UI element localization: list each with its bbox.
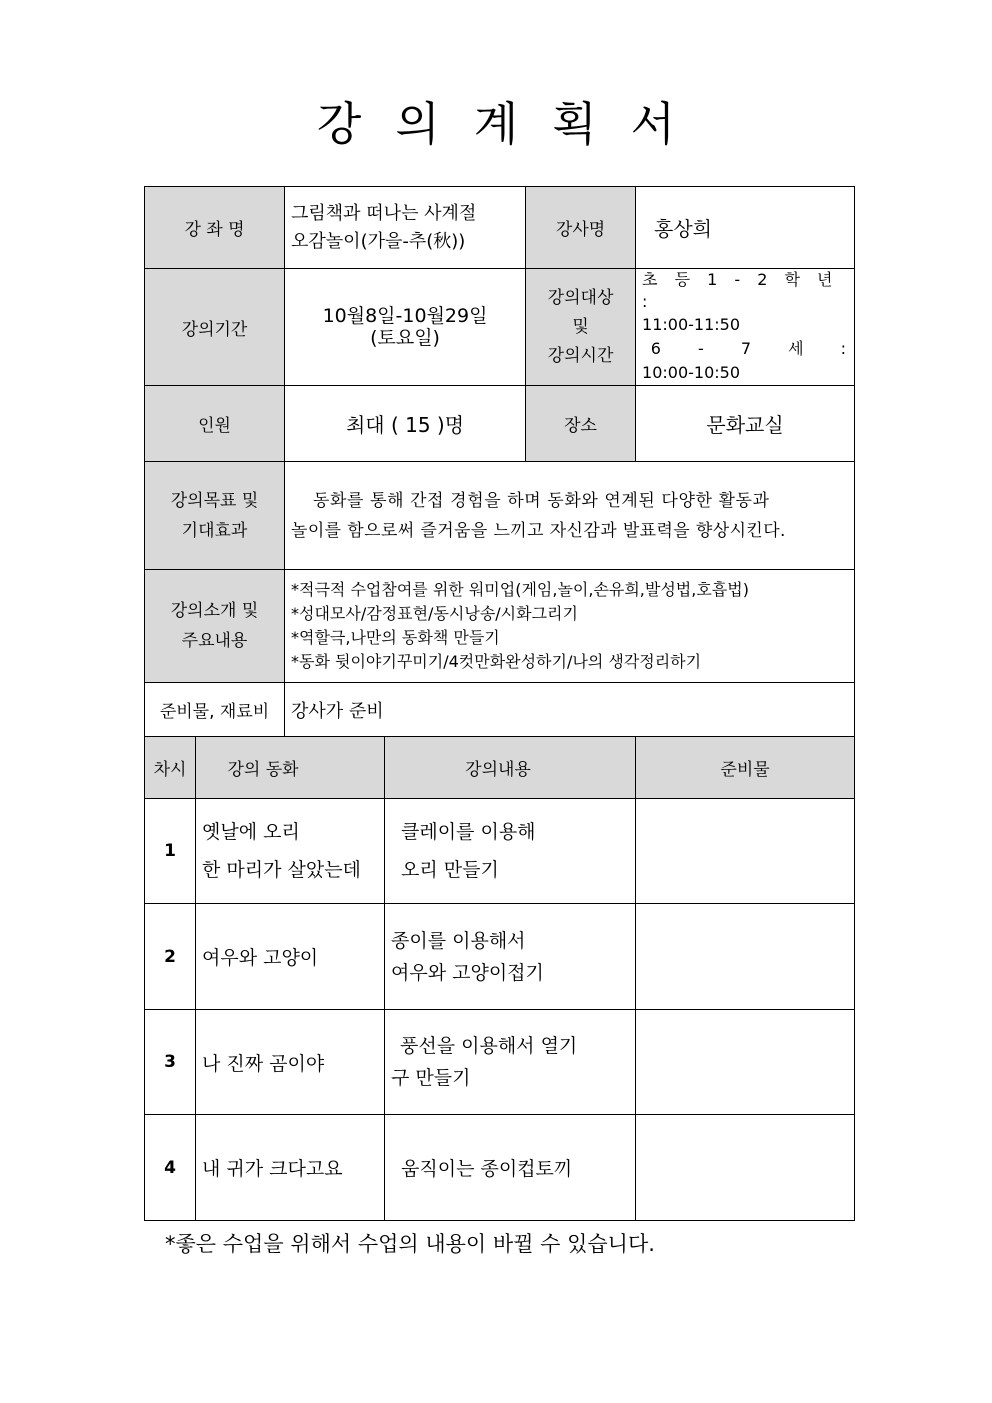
- content-cell: [385, 1010, 636, 1115]
- story-line1: 내 귀가 크다고요: [202, 1158, 343, 1180]
- period-row: [145, 269, 855, 386]
- schedule-header-row: [145, 737, 855, 799]
- table-row: [145, 799, 855, 904]
- header-prep: 준비물: [636, 737, 855, 799]
- content-line1: 종이를 이용해서: [391, 929, 526, 952]
- materials-value: 강사가 준비: [285, 683, 855, 737]
- story-line1: 나 진짜 곰이야: [202, 1052, 325, 1075]
- content-cell: [385, 799, 636, 904]
- story-cell: [196, 1115, 385, 1221]
- target-time2: 10:00-10:50: [642, 363, 741, 382]
- target-time-cell: [636, 269, 855, 386]
- content-line2: 구 만들기: [391, 1067, 471, 1089]
- story-line1: 여우와 고양이: [202, 947, 319, 969]
- prep-cell: [636, 799, 855, 904]
- intro-list-cell: [285, 570, 855, 683]
- session-number: 1: [145, 799, 196, 904]
- intro-label-line1: 강의소개 및: [170, 601, 259, 621]
- prep-cell: [636, 1010, 855, 1115]
- target-label-line3: 강의시간: [547, 345, 614, 366]
- goal-row: [145, 462, 855, 570]
- document-title: 강의계획서: [316, 97, 710, 151]
- period-dates: 10월8일-10월29일: [322, 305, 488, 327]
- prep-cell: [636, 1115, 855, 1221]
- place-label: 장소: [526, 386, 636, 462]
- session-number: 4: [145, 1115, 196, 1221]
- content-cell: [385, 904, 636, 1010]
- place-value: 문화교실: [636, 386, 855, 462]
- target-label-line2: 및: [572, 316, 589, 337]
- course-label: 강 좌 명: [145, 187, 285, 269]
- capacity-label: 인원: [145, 386, 285, 462]
- instructor-label: 강사명: [526, 187, 636, 269]
- target-group1: 초 등 1 - 2 학 년 :: [642, 270, 839, 311]
- story-line1: 옛날에 오리: [202, 821, 300, 843]
- course-name-line2: 오감놀이(가을-추(秋)): [291, 230, 466, 252]
- content-line1: 클레이를 이용해: [401, 821, 536, 843]
- intro-label-cell: [145, 570, 285, 683]
- lecture-plan-table: [144, 186, 855, 1221]
- intro-item: *동화 뒷이야기꾸미기/4컷만화완성하기/나의 생각정리하기: [291, 652, 702, 671]
- instructor-name: 홍상희: [636, 187, 855, 269]
- target-group2: 6 - 7 세 :: [650, 339, 849, 358]
- target-time1: 11:00-11:50: [642, 315, 741, 334]
- intro-item: *역할극,나만의 동화책 만들기: [291, 628, 500, 647]
- materials-row: [145, 683, 855, 737]
- table-row: [145, 904, 855, 1010]
- header-content: 강의내용: [385, 737, 636, 799]
- goal-label-line1: 강의목표 및: [170, 490, 259, 511]
- goal-line2: 놀이를 함으로써 즐거움을 느끼고 자신감과 발표력을 향상시킨다.: [291, 520, 786, 541]
- target-label-line1: 강의대상: [547, 287, 614, 308]
- content-line1: 움직이는 종이컵토끼: [401, 1158, 573, 1180]
- header-session: 차시: [145, 737, 196, 799]
- table-row: [145, 1115, 855, 1221]
- content-line2: 오리 만들기: [401, 859, 499, 881]
- capacity-value: 최대 ( 15 )명: [285, 386, 526, 462]
- intro-label-line2: 주요내용: [181, 631, 248, 651]
- course-name-cell: [285, 187, 526, 269]
- target-label-cell: [526, 269, 636, 386]
- content-line2: 여우와 고양이접기: [391, 961, 544, 984]
- story-cell: [196, 799, 385, 904]
- story-line2: 한 마리가 살았는데: [202, 859, 361, 881]
- goal-text-cell: [285, 462, 855, 570]
- session-number: 3: [145, 1010, 196, 1115]
- session-number: 2: [145, 904, 196, 1010]
- content-line1: 풍선을 이용해서 열기: [400, 1035, 578, 1057]
- capacity-row: [145, 386, 855, 462]
- course-row: [145, 187, 855, 269]
- prep-cell: [636, 904, 855, 1010]
- table-row: [145, 1010, 855, 1115]
- period-cell: [285, 269, 526, 386]
- materials-label: 준비물, 재료비: [145, 683, 285, 737]
- story-cell: [196, 1010, 385, 1115]
- period-day: (토요일): [370, 327, 440, 349]
- footer-note: *좋은 수업을 위해서 수업의 내용이 바뀔 수 있습니다.: [165, 1232, 655, 1256]
- goal-label-cell: [145, 462, 285, 570]
- goal-line1: 동화를 통해 간접 경험을 하며 동화와 연계된 다양한 활동과: [313, 490, 770, 511]
- intro-item: *성대모사/감정표현/동시낭송/시화그리기: [291, 604, 578, 623]
- intro-item: *적극적 수업참여를 위한 워미업(게임,놀이,손유희,발성법,호흡법): [291, 580, 749, 599]
- goal-label-line2: 기대효과: [181, 520, 248, 541]
- story-cell: [196, 904, 385, 1010]
- intro-row: [145, 570, 855, 683]
- header-story: 강의 동화: [196, 737, 385, 799]
- content-cell: [385, 1115, 636, 1221]
- period-label: 강의기간: [145, 269, 285, 386]
- course-name-line1: 그림책과 떠나는 사계절: [291, 202, 477, 224]
